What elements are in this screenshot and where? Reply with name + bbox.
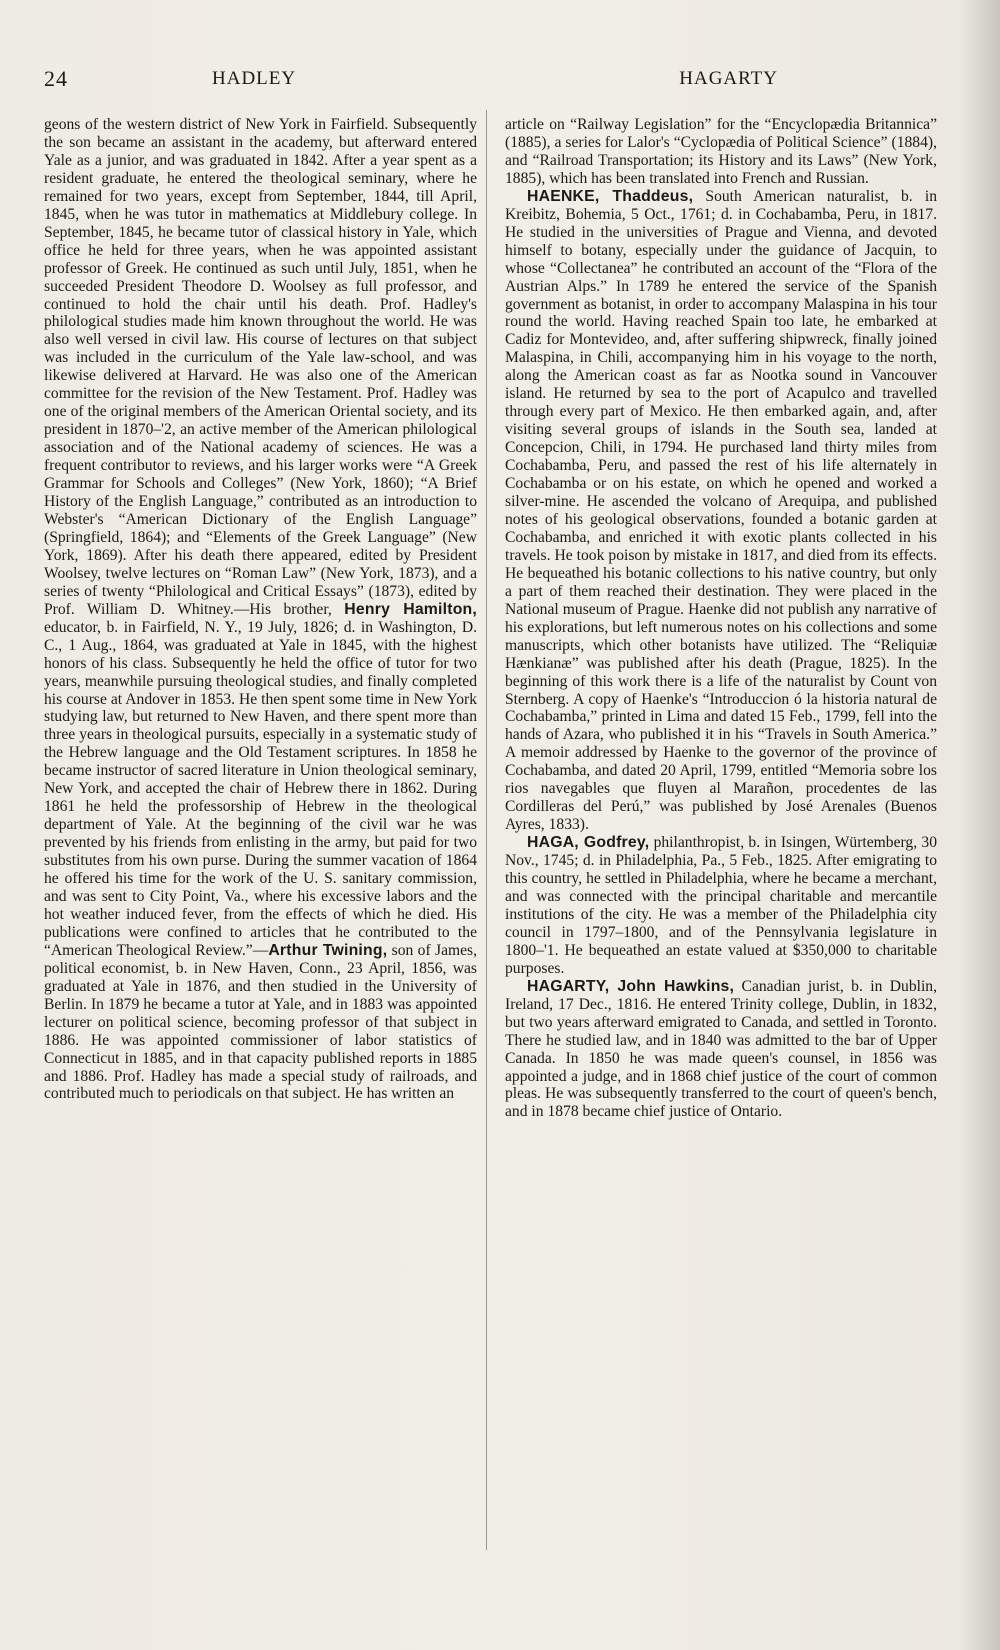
- entry-text-haga: philanthropist, b. in Isingen, Würtemberg, 30 Nov., 1745; d. in Philadelphia, Pa., 5 Feb., 1825. After emigrating to this country, he settled in Philadelphia, where he became a merchant, and was connected with the principal charitable and mercantile institutions of the city. He was a member of the Philadelphia city council in 1797–1800, and of the Pennsylvania legislature in 1800–'1. He bequeathed an estate valued at $350,000 to charitable purposes.: [505, 834, 937, 977]
- right-running-head: HAGARTY: [679, 68, 778, 89]
- entry-text-hagarty: Canadian jurist, b. in Dublin, Ireland, 17 Dec., 1816. He entered Trinity college, Dublin, in 1832, but two years afterward emigrated to Canada, and settled in Toronto. There he studied law, and in 1840 was admitted to the bar of Upper Canada. In 1850 he was made queen's counsel, in 1856 was appointed a judge, and in 1868 chief justice of the court of common pleas. He was subsequently transferred to the court of queen's bench, and in 1878 became chief justice of Ontario.: [505, 977, 938, 1121]
- running-header: [44, 66, 778, 96]
- entry-name-haga: HAGA, Godfrey,: [527, 834, 650, 852]
- entry-name-henry-hamilton: Henry Hamilton,: [344, 600, 477, 618]
- entry-hagarty: [505, 978, 937, 1122]
- entry-haga: [505, 834, 937, 978]
- right-column: [505, 116, 937, 1121]
- entry-name-haenke: HAENKE, Thaddeus,: [527, 187, 694, 205]
- entry-text-haenke: South American naturalist, b. in Kreibitz, Bohemia, 5 Oct., 1761; d. in Cochabamba, Peru, in 1817. He studied in the universities of Prague and Vienna, and devoted himself to botany, especially under the guidance of Jacquin, to whose “Collectanea” he contributed an account of the “Flora of the Austrian Alps.” In 1789 he entered the service of the Spanish government as botanist, in order to accompany Malaspina in his tour round the world. Having reached Spain too late, he embarked at Cadiz for Montevideo, and, after suffering shipwreck, finally joined Malaspina, in Chili, accompanying him in his voyage to the north, along the American coast as far as Nootka sound in Vancouver island. He returned by sea to the port of Acapulco and travelled through every part of Mexico. He then embarked again, and, after visiting several groups of islands in the South sea, landed at Concepcion, Chili, in 1794. He purchased land thirty miles from Cochabamba, Peru, and passed the rest of his life alternately in Cochabamba or on his estate, on which he opened and worked a silver-mine. He ascended the volcano of Arequipa, and published notes of his geological observations, founded a botanic garden at Cochabamba, and enriched it with exotic plants collected in his travels. He took poison by mistake in 1817, and died from its effects. He bequeathed his botanic collections to his native country, but only a part of them reached their destination. They were placed in the National museum of Prague. Haenke did not publish any narrative of his explorations, but left numerous notes on his collections and some manuscripts, which other botanists have utilized. The “Reliquiæ Hænkianæ” was published after his death (Prague, 1825). In the beginning of this work there is a life of the naturalist by Count von Sternberg. A copy of Haenke's “Introduccion ó la historia natural de Cochabamba,” printed in Lima and dated 15 Feb., 1799, fell into the hands of Azara, who published it in his “Travels in South America.” A memoir addressed by Haenke to the governor of the province of Cochabamba, and dated 20 April, 1799, entitled “Memoria sobre los rios navegables que fluyen al Marañon, procedentes de las Cordilleras del Perú,” was published by José Arenales (Buenos Ayres, 1833).: [505, 187, 937, 834]
- hadley-text-part-4: article on “Railway Legislation” for the “Encyclopædia Britannica” (1885), a series for Lalor's “Cyclopædia of Political Science” (1884), and “Railroad Transportation; its History and its Laws” (New York, 1885), which has been translated into French and Russian.: [505, 116, 937, 187]
- hadley-text-part-3: son of James, political economist, b. in New Haven, Conn., 23 April, 1856, was graduated at Yale in 1876, and then studied in the University of Berlin. In 1879 he became a tutor at Yale, and in 1883 was appointed lecturer on political science, becoming professor of that subject in 1886. He was appointed commissioner of labor statistics of Connecticut in 1885, and in that capacity published reports in 1885 and 1886. Prof. Hadley has made a special study of railroads, and contributed much to periodicals on that subject. He has written an: [44, 941, 478, 1103]
- entry-name-hagarty: HAGARTY, John Hawkins,: [527, 977, 735, 995]
- page-number: 24: [44, 66, 68, 91]
- hadley-continuation-right: [505, 116, 937, 188]
- entry-haenke: [505, 188, 937, 834]
- left-running-head: HADLEY: [212, 68, 297, 89]
- left-column: [44, 116, 477, 1103]
- column-divider: [486, 110, 487, 1550]
- entry-name-arthur-twining: Arthur Twining,: [268, 941, 388, 959]
- hadley-continuation-paragraph: [44, 116, 477, 1103]
- hadley-text-part-1: geons of the western district of New York in Fairfield. Subsequently the son became an assistant in the academy, but afterward entered Yale as a junior, and was graduated in 1842. After a year spent as a resident graduate, he entered the theological seminary, where he remained for two years, except from September, 1844, till April, 1845, when he was tutor in mathematics at Middlebury college. In September, 1845, he became tutor of classical history in Yale, which office he held for three years, when he was appointed assistant professor of Greek. He continued as such until July, 1851, when he succeeded President Theodore D. Woolsey as full professor, and continued to hold the chair until his death. Prof. Hadley's philological studies made him known throughout the world. He was also well versed in civil law. His course of lectures on that subject was included in the curriculum of the Yale law-school, and was likewise delivered at Harvard. He was also one of the American committee for the revision of the New Testament. Prof. Hadley was one of the original members of the American Oriental society, and its president in 1870–'2, an active member of the American philological association and of the National academy of sciences. He was a frequent contributor to reviews, and his larger works were “A Greek Grammar for Schools and Colleges” (New York, 1860); “A Brief History of the English Language,” contributed as an introduction to Webster's “American Dictionary of the English Language” (Springfield, 1864); and “Elements of the Greek Language” (New York, 1869). After his death there appeared, edited by President Woolsey, twelve lectures on “Roman Law” (New York, 1873), and a series of twenty “Philological and Critical Essays” (1873), edited by Prof. William D. Whitney.—His brother,: [44, 116, 477, 618]
- hadley-text-part-2: educator, b. in Fairfield, N. Y., 19 July, 1826; d. in Washington, D. C., 1 Aug., 1864, was graduated at Yale in 1845, with the highest honors of his class. Subsequently he held the office of tutor for two years, meanwhile pursuing theological studies, and finally completed his course at Andover in 1853. He then spent some time in New York studying law, but returned to New Haven, and there spent more than three years in theological pursuits, especially in a systematic study of the Hebrew language and the Old Testament scriptures. In 1858 he became instructor of sacred literature in Union theological seminary, New York, and accepted the chair of Hebrew there in 1862. During 1861 he held the professorship of Hebrew in the theological department of Yale. At the beginning of the civil war he was prevented by his friends from enlisting in the army, but paid for two substitutes from his own purse. During the summer vacation of 1864 he offered his time for the work of the U. S. sanitary commission, and was sent to City Point, Va., where his excessive labors and the hot weather induced fever, from the effects of which he died. His publications were confined to articles that he contributed to the “American Theological Review.”—: [44, 618, 477, 959]
